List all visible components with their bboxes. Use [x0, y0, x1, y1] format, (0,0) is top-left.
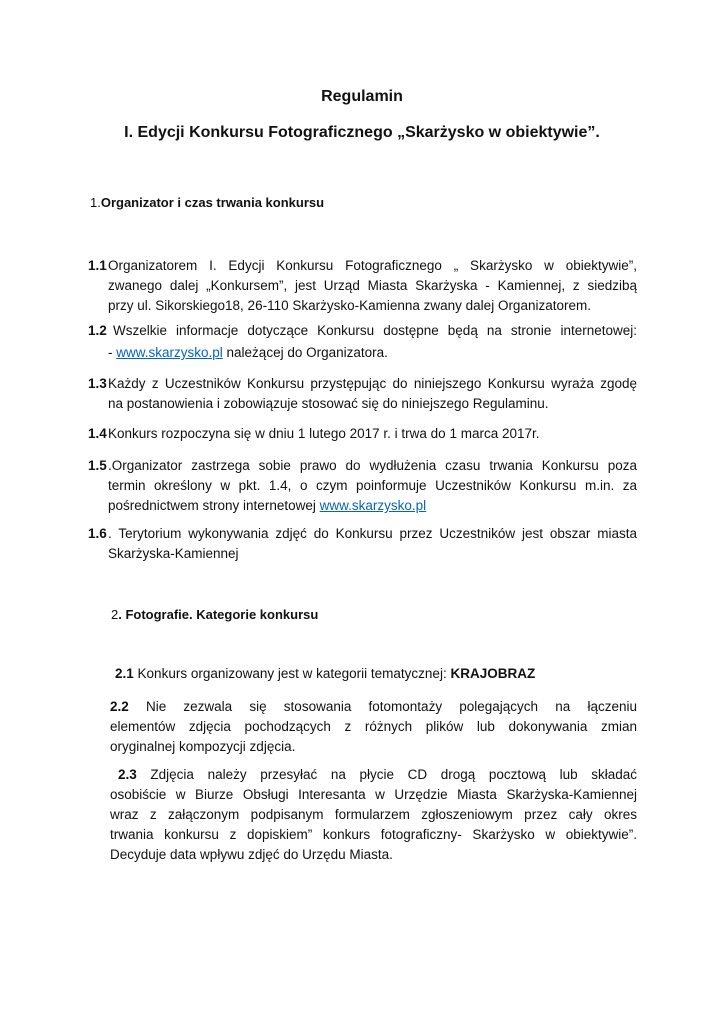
- paragraph-line: Konkurs rozpoczyna się w dniu 1 lutego 2017 r. i trwa do 1 marca 2017r.: [108, 426, 540, 441]
- paragraph-1-1: [88, 256, 637, 316]
- paragraph-line: zwanego dalej „Konkursem”, jest Urząd Miasta Skarżyska - Kamiennej, z siedzibą: [108, 278, 637, 293]
- section-1-heading: [90, 193, 324, 213]
- paragraph-line: [108, 343, 637, 363]
- line-prefix: -: [108, 345, 117, 360]
- line-prefix: pośrednictwem strony internetowej: [108, 498, 320, 513]
- paragraph-2-1: [115, 664, 637, 684]
- paragraph-line: [110, 765, 637, 785]
- document-title: Regulamin: [321, 88, 403, 105]
- paragraph-number: 2.1: [115, 666, 134, 681]
- website-link[interactable]: www.skarzysko.pl: [116, 345, 223, 360]
- document-subtitle: I. Edycji Konkursu Fotograficznego „Skarżysko w obiektywie”.: [124, 124, 600, 141]
- paragraph-text: Nie zezwala się stosowania fotomontaży polegających na łączeniu: [145, 699, 637, 714]
- paragraph-number: 1.5: [88, 458, 107, 473]
- paragraph-line: Skarżyska-Kamiennej: [108, 546, 239, 561]
- paragraph-line: . Terytorium wykonywania zdjęć do Konkursu przez Uczestników jest obszar miasta: [108, 526, 637, 541]
- paragraph-number: 1.1: [88, 258, 107, 273]
- paragraph-line: termin określony w pkt. 1.4, o czym poinformuje Uczestników Konkursu m.in. za: [108, 478, 637, 493]
- section-2-heading: [111, 605, 318, 625]
- paragraph-2-2: [110, 697, 637, 757]
- paragraph-line: Organizatorem I. Edycji Konkursu Fotograficznego „ Skarżysko w obiektywie”,: [108, 258, 637, 273]
- section-1-title: Organizator i czas trwania konkursu: [100, 195, 325, 210]
- paragraph-number: 1.6: [88, 526, 107, 541]
- paragraph-1-5: [88, 456, 637, 516]
- paragraph-number: 1.2: [88, 323, 107, 338]
- paragraph-line: osobiście w Biurze Obsługi Interesanta w Urzędzie Miasta Skarżyska-Kamiennej: [110, 787, 637, 802]
- paragraph-line: Wszelkie informacje dotyczące Konkursu dostępne będą na stronie internetowej:: [113, 323, 637, 338]
- paragraph-line: trwania konkursu z dopiskiem” konkurs fotograficzny- Skarżysko w obiektywie”.: [110, 827, 637, 842]
- paragraph-line: wraz z załączonym podpisanym formularzem zgłoszeniowym przez cały okres: [110, 807, 637, 822]
- paragraph-line: elementów zdjęcia pochodzących z różnych plików lub dokonywania zmian: [110, 719, 637, 734]
- paragraph-1-6: [88, 524, 637, 564]
- paragraph-line: .Organizator zastrzega sobie prawo do wydłużenia czasu trwania Konkursu poza: [108, 458, 637, 473]
- paragraph-line: Każdy z Uczestników Konkursu przystępując do niniejszego Konkursu wyraża zgodę: [108, 376, 637, 391]
- section-2-number: 2: [111, 607, 119, 622]
- paragraph-1-4: [88, 424, 637, 444]
- website-link[interactable]: www.skarzysko.pl: [319, 498, 427, 513]
- paragraph-text: Zdjęcia należy przesyłać na płycie CD drogą pocztową lub składać: [150, 767, 637, 782]
- paragraph-line: oryginalnej kompozycji zdjęcia.: [110, 739, 296, 754]
- paragraph-line: przy ul. Sikorskiego18, 26-110 Skarżysko-Kamienna zwany dalej Organizatorem.: [108, 298, 591, 313]
- category-name: KRAJOBRAZ: [450, 666, 536, 681]
- paragraph-line: [110, 697, 637, 717]
- paragraph-1-3: [88, 374, 637, 414]
- paragraph-line: [115, 664, 637, 684]
- paragraph-number: 2.3: [118, 767, 137, 782]
- paragraph-line: na postanowienia i zobowiązuje stosować się do niniejszego Regulaminu.: [108, 396, 549, 411]
- paragraph-number: 1.3: [88, 376, 107, 391]
- paragraph-line: Decyduje data wpływu zdjęć do Urzędu Miasta.: [110, 847, 393, 862]
- paragraph-text: Konkurs organizowany jest w kategorii tematycznej:: [137, 666, 451, 681]
- paragraph-1-2: [88, 321, 637, 363]
- paragraph-2-3: [110, 765, 637, 865]
- section-2-title: . Fotografie. Kategorie konkursu: [118, 607, 319, 622]
- paragraph-number: 2.2: [110, 699, 129, 714]
- line-suffix: należącej do Organizatora.: [222, 345, 388, 360]
- paragraph-number: 1.4: [88, 426, 107, 441]
- paragraph-line: [108, 496, 637, 516]
- section-1-number: 1.: [90, 195, 101, 210]
